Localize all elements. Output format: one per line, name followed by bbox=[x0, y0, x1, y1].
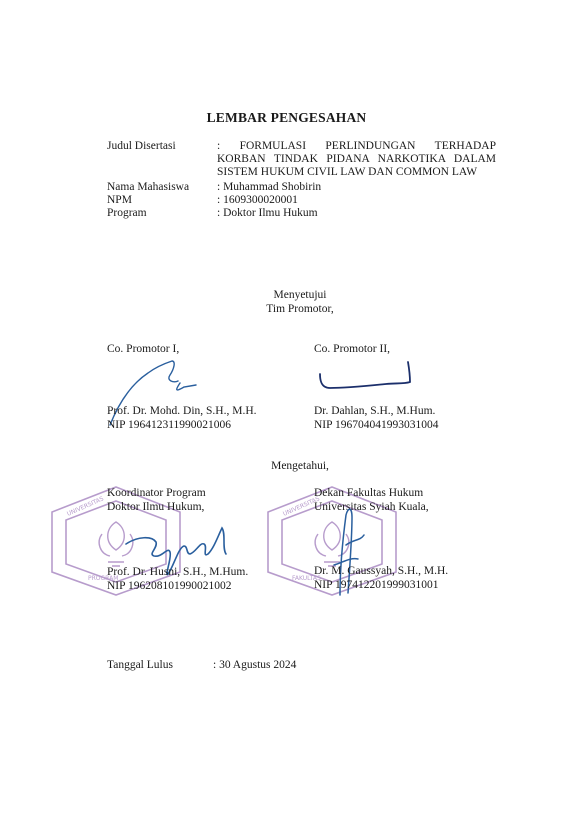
page-title: LEMBAR PENGESAHAN bbox=[206, 110, 367, 125]
dean-role2: Universitas Syiah Kuala, bbox=[314, 501, 429, 513]
field-value-program: : Doktor Ilmu Hukum bbox=[217, 207, 318, 219]
field-label-npm: NPM bbox=[107, 194, 132, 206]
svg-text:UNIVERSITAS: UNIVERSITAS bbox=[65, 495, 105, 518]
promotor2-name: Dr. Dahlan, S.H., M.Hum. bbox=[314, 405, 436, 417]
dean-name: Dr. M. Gaussyah, S.H., M.H. bbox=[314, 565, 449, 577]
graduation-label: Tanggal Lulus bbox=[107, 659, 173, 671]
approval-line2: Tim Promotor, bbox=[266, 303, 334, 315]
promotor2-signature bbox=[316, 360, 416, 394]
field-value-npm: : 1609300020001 bbox=[217, 194, 298, 206]
promotor1-name: Prof. Dr. Mohd. Din, S.H., M.H. bbox=[107, 405, 257, 417]
field-label-program: Program bbox=[107, 207, 147, 219]
graduation-date: : 30 Agustus 2024 bbox=[213, 659, 297, 671]
approval-line1: Menyetujui bbox=[273, 289, 327, 301]
svg-text:FAKULTAS: FAKULTAS bbox=[292, 575, 321, 582]
promotor2-role: Co. Promotor II, bbox=[314, 343, 391, 355]
field-label-nama: Nama Mahasiswa bbox=[107, 181, 190, 193]
svg-text:PROGRAM: PROGRAM bbox=[88, 575, 119, 582]
promotor2-nip: NIP 196704041993031004 bbox=[314, 419, 439, 431]
promotor1-nip: NIP 196412311990021006 bbox=[107, 419, 232, 431]
field-label-judul: Judul Disertasi bbox=[107, 140, 176, 152]
coordinator-role1: Koordinator Program bbox=[107, 487, 206, 499]
coordinator-name: Prof. Dr. Husni, S.H., M.Hum. bbox=[107, 566, 249, 578]
coordinator-nip: NIP 196208101990021002 bbox=[107, 580, 232, 592]
svg-text:UNIVERSITAS: UNIVERSITAS bbox=[281, 495, 321, 518]
dean-nip: NIP 197412201999031001 bbox=[314, 579, 439, 591]
coordinator-role2: Doktor Ilmu Hukum, bbox=[107, 501, 205, 513]
dean-role1: Dekan Fakultas Hukum bbox=[314, 487, 424, 499]
field-value-judul: : FORMULASI PERLINDUNGAN TERHADAP KORBAN TINDAK PIDANA NARKOTIKA DALAM SISTEM HUKUM CIVIL LAW DAN COMMON LAW bbox=[217, 140, 496, 178]
promotor1-role: Co. Promotor I, bbox=[107, 343, 180, 355]
field-value-nama: : Muhammad Shobirin bbox=[217, 181, 322, 193]
acknowledge-label: Mengetahui, bbox=[271, 460, 329, 472]
